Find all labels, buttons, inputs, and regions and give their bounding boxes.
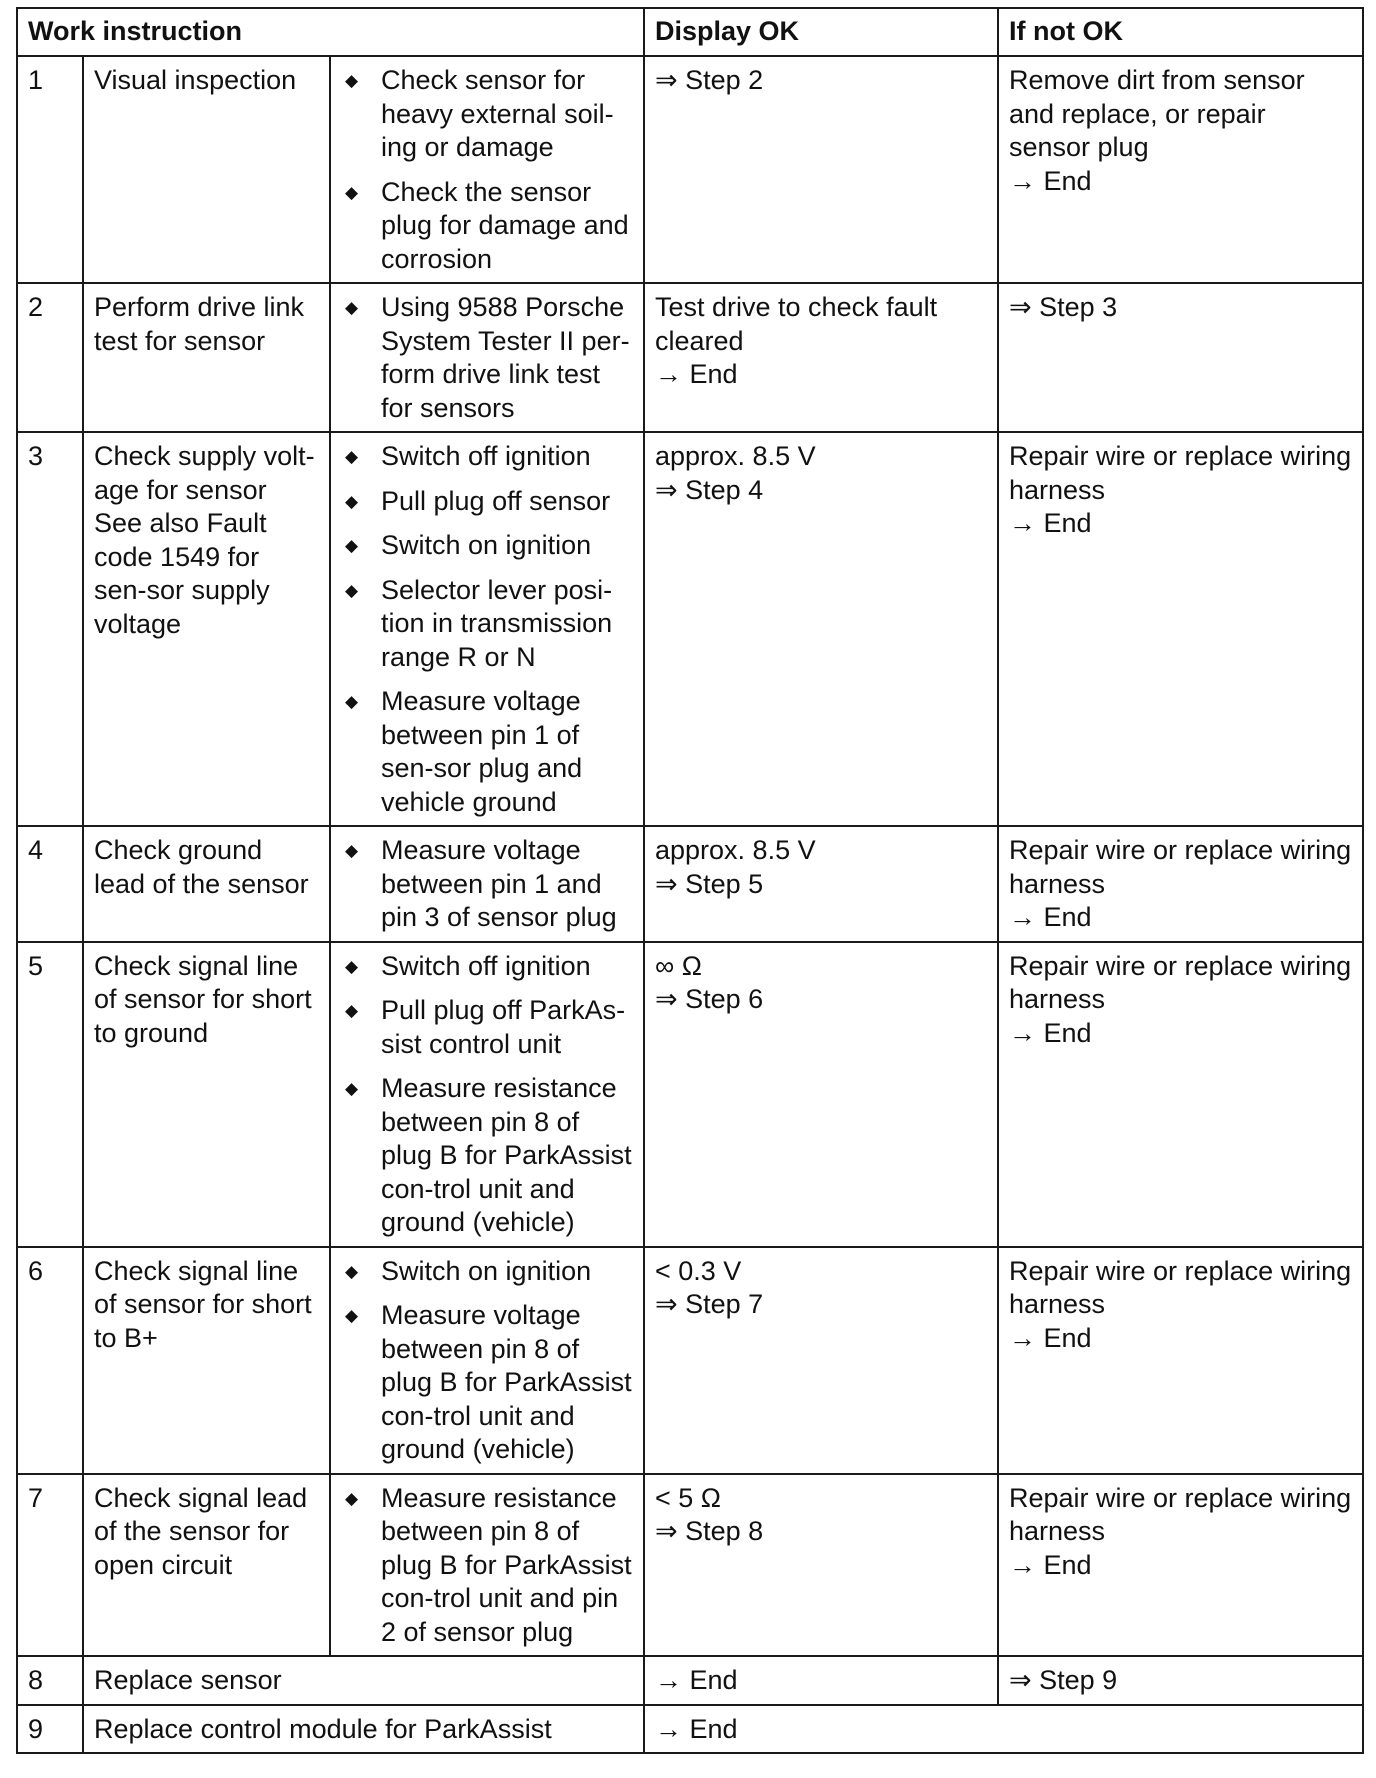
action-item: ◆ Measure resistance between pin 8 of plug B for ParkAssist con-trol unit and pin 2 of sensor plug [341,1482,633,1650]
step-title: Perform drive link test for sensor [83,283,330,432]
step-title: Replace control module for ParkAssist [83,1705,644,1754]
step-number: 2 [17,283,83,432]
action-list [341,64,633,276]
action-item: ◆ Switch on ignition [341,1255,633,1289]
display-ok-line: < 5 Ω [655,1482,721,1513]
if-not-ok-line: ⇒ Step 3 [1009,292,1118,322]
display-ok-line: → End [655,359,738,389]
step-title: Visual inspection [83,56,330,283]
step-actions [330,432,644,826]
step-number: 6 [17,1247,83,1474]
display-ok-line: < 0.3 V [655,1255,742,1286]
if-not-ok-cell [998,1247,1363,1474]
step-title: Check ground lead of the sensor [83,826,330,942]
action-list [341,1482,633,1650]
work-instruction-table-wrapper [16,7,1362,1754]
step-actions [330,283,644,432]
table-row-step-7 [17,1474,1363,1657]
display-ok-line: approx. 8.5 V [655,441,816,471]
table-row-step-6 [17,1247,1363,1474]
if-not-ok-line: → End [1009,902,1092,932]
step-actions [330,1247,644,1474]
display-ok-line: ⇒ Step 5 [655,868,764,899]
action-item: ◆ Measure voltage between pin 1 and pin 3 of sensor plug [341,834,633,935]
step-number: 8 [17,1656,83,1705]
if-not-ok-line: Remove dirt from sensor and replace, or repair sensor plug [1009,65,1305,162]
if-not-ok-cell [998,56,1363,283]
step-number: 4 [17,826,83,942]
display-ok-cell: → End [644,1705,1363,1754]
action-item: ◆ Using 9588 Porsche System Tester II per-form drive link test for sensors [341,291,633,425]
step-title: Check signal lead of the sensor for open circuit [83,1474,330,1657]
action-item: ◆ Pull plug off sensor [341,485,633,519]
if-not-ok-line: Repair wire or replace wiring harness [1009,950,1352,1014]
display-ok-line: ⇒ Step 2 [655,65,764,95]
step-title: Check signal line of sensor for short to ground [83,942,330,1247]
table-row-step-3 [17,432,1363,826]
table-body [17,56,1363,1753]
step-title: Check signal line of sensor for short to B+ [83,1247,330,1474]
header-display-ok: Display OK [644,8,998,56]
table-row-step-9 [17,1705,1363,1754]
if-not-ok-line: → End [1009,508,1092,538]
step-number: 3 [17,432,83,826]
table-header-row [17,8,1363,56]
action-item: ◆ Check sensor for heavy external soil-ing or damage [341,64,633,165]
table-row-step-2 [17,283,1363,432]
action-item: ◆ Check the sensor plug for damage and corrosion [341,176,633,277]
display-ok-line: ∞ Ω [655,950,702,981]
action-item: ◆ Switch off ignition [341,440,633,474]
if-not-ok-cell [998,942,1363,1247]
display-ok-cell [644,1247,998,1474]
display-ok-line: ⇒ Step 7 [655,1289,764,1319]
display-ok-cell [644,432,998,826]
action-item: ◆ Measure voltage between pin 1 of sen-sor plug and vehicle ground [341,685,633,819]
step-actions [330,826,644,942]
action-list [341,291,633,425]
if-not-ok-cell [998,432,1363,826]
action-item: ◆ Pull plug off ParkAs-sist control unit [341,994,633,1061]
action-item: ◆ Switch on ignition [341,529,633,563]
if-not-ok-line: Repair wire or replace wiring harness [1009,441,1352,505]
if-not-ok-line: → End [1009,1322,1092,1353]
action-item: ◆ Switch off ignition [341,950,633,984]
display-ok-cell [644,1474,998,1657]
display-ok-cell [644,56,998,283]
step-number: 9 [17,1705,83,1754]
display-ok-line: approx. 8.5 V [655,835,816,865]
action-list [341,950,633,1240]
display-ok-cell [644,826,998,942]
if-not-ok-line: Repair wire or replace wiring harness [1009,835,1352,899]
display-ok-cell [644,942,998,1247]
if-not-ok-cell [998,1474,1363,1657]
if-not-ok-cell: ⇒ Step 9 [998,1656,1363,1705]
step-actions [330,56,644,283]
table-row-step-5 [17,942,1363,1247]
if-not-ok-cell [998,283,1363,432]
display-ok-line: ⇒ Step 6 [655,984,764,1014]
if-not-ok-cell [998,826,1363,942]
step-actions [330,1474,644,1657]
if-not-ok-line: → End [1009,1549,1092,1580]
table-row-step-4 [17,826,1363,942]
step-actions [330,942,644,1247]
step-number: 7 [17,1474,83,1657]
header-work-instruction: Work instruction [17,8,644,56]
display-ok-cell: → End [644,1656,998,1705]
if-not-ok-line: → End [1009,1017,1092,1048]
display-ok-cell [644,283,998,432]
action-item: ◆ Measure voltage between pin 8 of plug B for ParkAssist con-trol unit and ground (vehicle) [341,1299,633,1467]
if-not-ok-line: Repair wire or replace wiring harness [1009,1482,1352,1546]
display-ok-line: ⇒ Step 4 [655,474,764,505]
step-title: Replace sensor [83,1656,644,1705]
action-list [341,1255,633,1467]
header-if-not-ok: If not OK [998,8,1363,56]
action-item: ◆ Measure resistance between pin 8 of plug B for ParkAssist con-trol unit and ground (vehicle) [341,1072,633,1240]
action-list [341,834,633,935]
table-row-step-1 [17,56,1363,283]
display-ok-line: ⇒ Step 8 [655,1516,764,1546]
display-ok-line: Test drive to check fault cleared [655,292,938,356]
step-number: 5 [17,942,83,1247]
step-number: 1 [17,56,83,283]
action-list [341,440,633,819]
table-row-step-8 [17,1656,1363,1705]
work-instruction-table [16,7,1364,1754]
if-not-ok-line: Repair wire or replace wiring harness [1009,1255,1352,1319]
action-item: ◆ Selector lever posi-tion in transmission range R or N [341,574,633,675]
step-title: Check supply volt-age for sensor See also Fault code 1549 for sen-sor supply voltage [83,432,330,826]
if-not-ok-line: → End [1009,165,1092,196]
